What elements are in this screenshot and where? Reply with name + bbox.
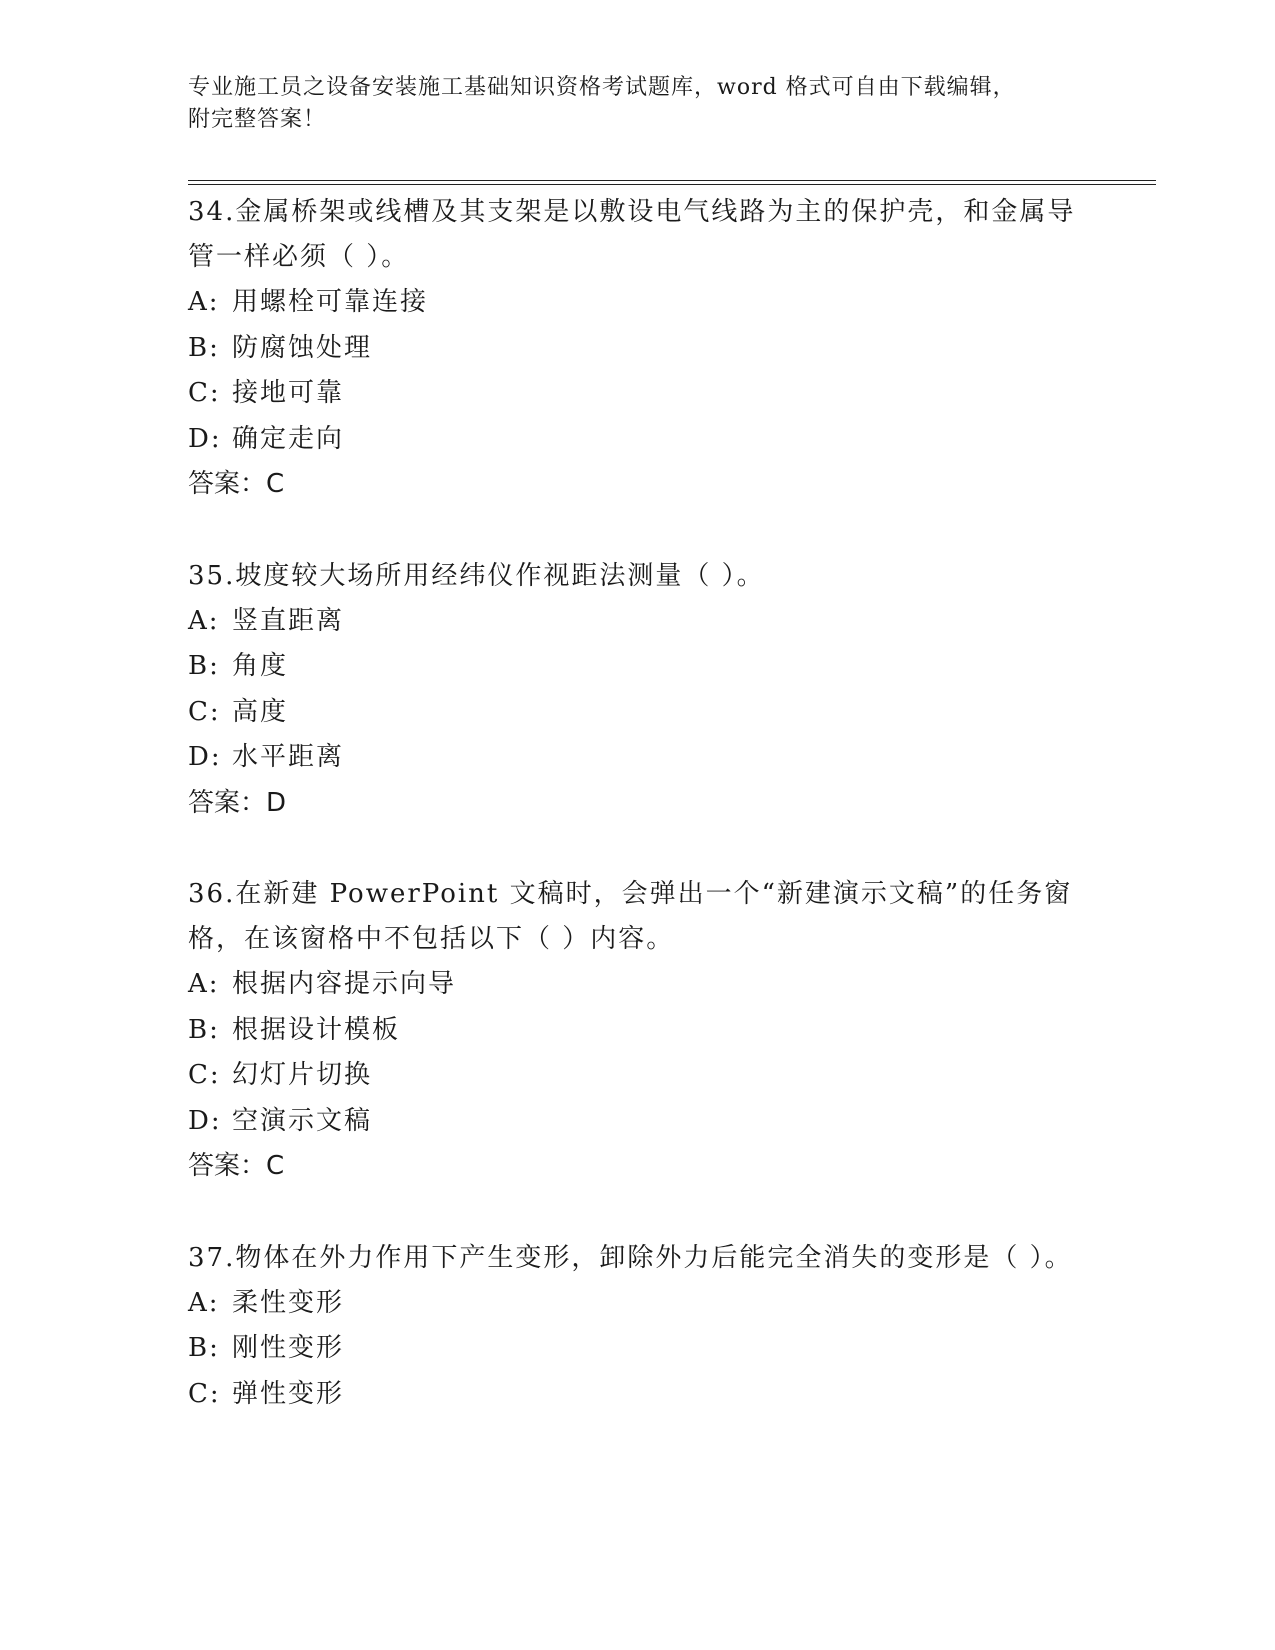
option-text: 接地可靠 (232, 378, 345, 408)
option-letter: B: (188, 651, 220, 681)
option-c (188, 1053, 1088, 1099)
option-letter: C: (188, 696, 221, 727)
option-letter: B: (188, 1333, 220, 1363)
option-text: 幻灯片切换 (232, 1060, 373, 1090)
question-36 (188, 872, 1088, 1190)
option-b (188, 1326, 1088, 1372)
option-text: 高度 (232, 696, 289, 727)
option-letter: A: (188, 605, 220, 636)
option-c (188, 371, 1088, 417)
option-letter: D: (188, 1105, 222, 1136)
option-text: 用螺栓可靠连接 (232, 287, 429, 317)
option-letter: C: (188, 1378, 221, 1409)
header-line-2: 附完整答案！ (188, 107, 327, 132)
option-text: 水平距离 (232, 742, 345, 772)
option-c (188, 690, 1088, 736)
option-c (188, 1372, 1088, 1418)
option-letter: A: (188, 969, 220, 999)
header-line-1: 专业施工员之设备安装施工基础知识资格考试题库，word 格式可自由下载编辑， (188, 75, 1016, 100)
answer-line: 答案：C (188, 1151, 285, 1181)
option-text: 柔性变形 (232, 1287, 345, 1318)
option-text: 确定走向 (232, 423, 345, 454)
option-text: 弹性变形 (232, 1378, 345, 1409)
question-stem: 34.金属桥架或线槽及其支架是以敷设电气线路为主的保护壳，和金属导管一样必须（ ）。 (188, 197, 1076, 272)
option-text: 刚性变形 (232, 1333, 345, 1363)
option-b (188, 326, 1088, 372)
option-text: 竖直距离 (232, 605, 345, 636)
option-b (188, 644, 1088, 690)
option-letter: C: (188, 1060, 221, 1090)
question-stem: 36.在新建 PowerPoint 文稿时，会弹出一个“新建演示文稿”的任务窗格，在该窗格中不包括以下（ ）内容。 (188, 879, 1073, 954)
option-letter: B: (188, 1014, 220, 1045)
option-b (188, 1008, 1088, 1054)
answer-line: 答案：D (188, 787, 287, 818)
option-d (188, 1099, 1088, 1145)
option-text: 空演示文稿 (232, 1105, 373, 1136)
header-divider-bottom (188, 184, 1156, 185)
answer-line: 答案：C (188, 469, 285, 499)
option-letter: C: (188, 378, 221, 408)
option-text: 根据内容提示向导 (232, 969, 457, 999)
question-stem: 37.物体在外力作用下产生变形，卸除外力后能完全消失的变形是（ ）。 (188, 1242, 1073, 1273)
option-a (188, 1281, 1088, 1327)
option-letter: A: (188, 1287, 220, 1318)
question-34 (188, 190, 1088, 508)
question-list (188, 190, 1088, 1463)
option-letter: D: (188, 423, 222, 454)
option-letter: D: (188, 742, 222, 772)
question-35 (188, 554, 1088, 827)
question-stem: 35.坡度较大场所用经纬仪作视距法测量（ ）。 (188, 560, 765, 591)
option-a (188, 280, 1088, 326)
option-text: 角度 (232, 651, 289, 681)
option-d (188, 735, 1088, 781)
option-a (188, 962, 1088, 1008)
option-text: 防腐蚀处理 (232, 332, 373, 363)
header-divider-top (188, 180, 1156, 181)
option-d (188, 417, 1088, 463)
document-header (188, 72, 1068, 136)
option-a (188, 599, 1088, 645)
question-37 (188, 1236, 1088, 1418)
option-text: 根据设计模板 (232, 1014, 401, 1045)
option-letter: A: (188, 287, 220, 317)
option-letter: B: (188, 332, 220, 363)
